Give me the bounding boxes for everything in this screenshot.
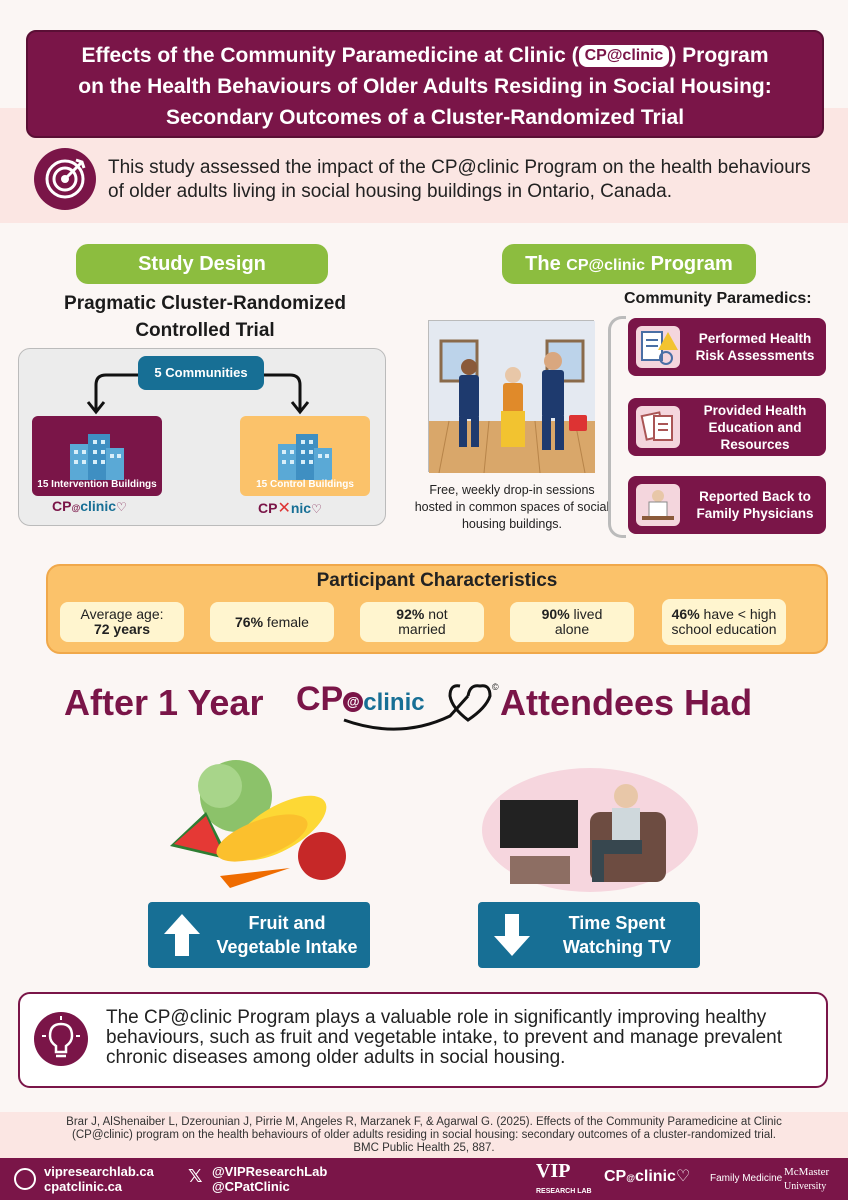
mcmaster-logo-sub: University [784,1181,827,1192]
outcome-increase: Fruit and Vegetable Intake [148,902,370,968]
family-medicine-label: Family Medicine [710,1173,783,1184]
participant-stat: 92% not married [360,602,484,642]
study-design-heading: Pragmatic Cluster-Randomized Controlled Trial [64,293,346,341]
x-icon: 𝕏 [188,1166,203,1186]
program-caption: Free, weekly drop-in sessions hosted in common spaces of social housing buildings. [414,483,610,531]
paramedics-heading: Community Paramedics: [624,290,812,307]
participant-stat: 90% lived alone [510,602,634,642]
fruit-vegetable-icon [150,756,350,894]
social-link[interactable]: @CPatClinic [212,1179,290,1194]
cp-clinic-logo: CP@clinic♡ [52,498,127,514]
citation: Brar J, AlShenaiber L, Dzerounian J, Pirrie M, Angeles R, Marzanek F, & Agarwal G. (2025). Effects of the Community Paramedicine at Clinic (CP@clinic) program on the health behaviours of older adults residing in social housing: secondary outcomes of a cluster-randomized trial. BMC Public Health 25, 887. [0,1112,848,1158]
study-design-label: Study Design [76,244,328,284]
intervention-group [32,416,162,496]
stethoscope-icon [340,680,500,736]
communities-badge: 5 Communities [138,356,264,390]
participant-stat: 46% have < high school education [662,599,786,645]
documents-icon [636,406,680,448]
globe-icon [14,1168,36,1190]
lightbulb-icon [34,1012,88,1066]
cp-clinic-logo-large: CP @ clinic [296,680,425,718]
outcome-decrease: Time Spent Watching TV [478,902,700,968]
svg-text:©: © [492,682,499,692]
arrow-down-icon [492,912,532,958]
arrow-up-icon [162,912,202,958]
bracket [608,316,626,538]
paramedics-illustration [428,320,594,472]
vip-logo: VIP [536,1160,571,1182]
intro-text: This study assessed the impact of the CP@clinic Program on the health behaviours of older adults living in social housing buildings in Ontario, Canada. [108,157,811,202]
mcmaster-logo: McMaster [784,1166,830,1178]
program-label: The CP@clinic Program [502,244,756,284]
website-link[interactable]: vipresearchlab.ca [44,1164,154,1179]
participant-stat: Average age: 72 years [60,602,184,642]
building-icon [66,430,126,480]
page-title: Effects of the Community Paramedicine at Clinic ( CP@clinic ) Program on the Health Behaviours of Older Adults Residing in Social Housing: Secondary Outcomes of a Cluster-Randomized Trial [26,30,824,138]
cp-clinic-logo: CP@clinic♡ [604,1168,691,1185]
footer [0,1158,848,1200]
cp-clinic-logo-crossed: CP✕nic♡ [258,500,322,517]
participant-stat: 76% female [210,602,334,642]
intervention-label: 15 Intervention Buildings [37,479,157,490]
participants-title: Participant Characteristics [316,570,558,591]
building-icon [274,430,334,480]
paramedic-task-card: Reported Back to Family Physicians [628,476,826,534]
watching-tv-icon [480,760,700,894]
paramedic-task-card: Performed Health Risk Assessments [628,318,826,376]
social-link[interactable]: @VIPResearchLab [212,1164,328,1179]
control-group [240,416,370,496]
vip-logo-sub: RESEARCH LAB [536,1188,592,1195]
paramedic-task-card: Provided Health Education and Resources [628,398,826,456]
website-link[interactable]: cpatclinic.ca [44,1179,123,1194]
cp-clinic-logo: CP@clinic [579,45,670,67]
clipboard-warning-icon [636,326,680,368]
physician-icon [636,484,680,526]
target-icon [34,148,96,210]
conclusion-text: The CP@clinic Program plays a valuable role in significantly improving healthy behaviours, such as fruit and vegetable intake, to prevent and manage prevalent chronic diseases among older adults in social housing. [106,1007,782,1068]
control-label: 15 Control Buildings [256,479,354,490]
